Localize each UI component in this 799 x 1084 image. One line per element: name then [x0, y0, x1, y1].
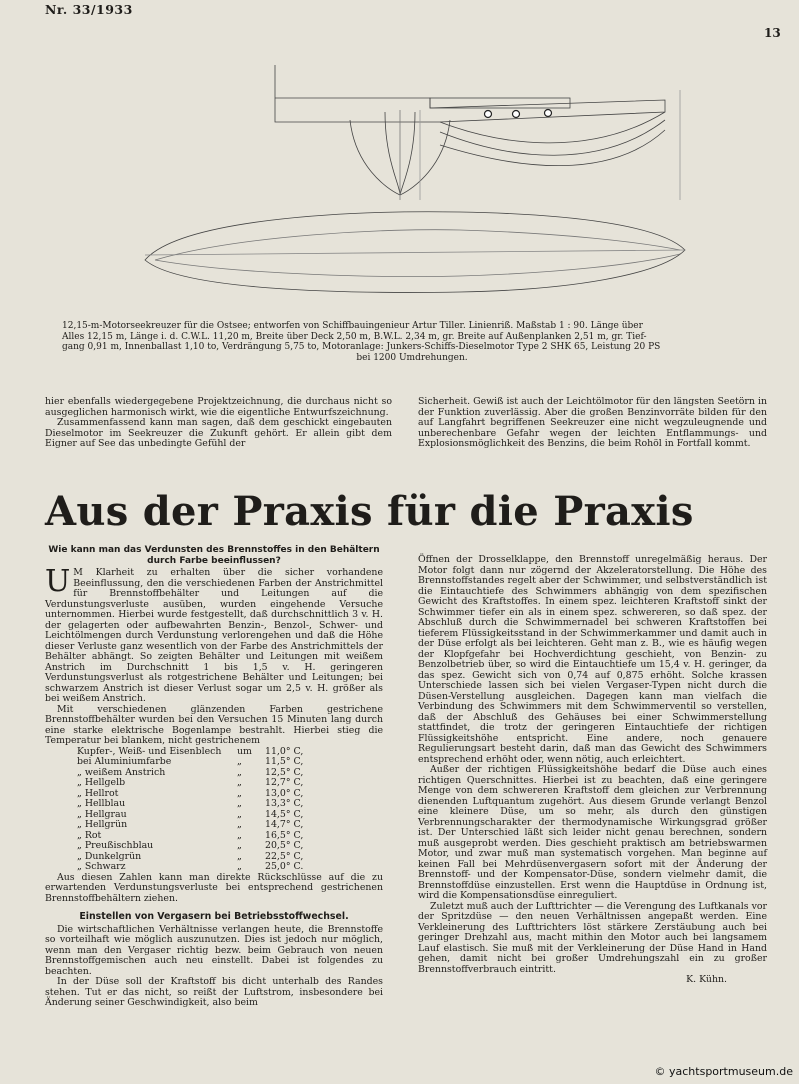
deckhouse-profile [275, 65, 665, 122]
figure-caption [62, 321, 762, 363]
temp-quote: „ [237, 766, 242, 778]
watermark: © yachtsportmuseum.de [654, 1065, 793, 1078]
temperature-table [77, 747, 303, 873]
paragraph: hier ebenfalls wiedergegebene Projektzeichnung, die durchaus nicht so ausgeglichen harmonisch wirkt, wie die eigentliche Entwurfszeichnung. [45, 396, 392, 418]
body-plan-left [350, 120, 400, 195]
temp-quote: „ [237, 798, 242, 809]
temp-value: 16,5° C, [265, 829, 304, 841]
previous-article-right-column [418, 397, 767, 450]
porthole-3 [545, 110, 552, 117]
temp-value: 22,5° C, [265, 850, 304, 862]
temp-value: 13,3° C, [265, 798, 304, 809]
temp-quote: „ [237, 840, 242, 851]
temp-quote: „ [237, 808, 242, 820]
temp-value: 11,0° C, [265, 745, 304, 757]
temp-value: 11,5° C, [265, 756, 304, 767]
temp-material: „ Rot [77, 829, 102, 841]
cabin-top [430, 98, 570, 108]
paragraph: Die wirtschaftlichen Verhältnisse verlangen heute, die Brennstoffe so vorteilhaft wie möglich auszunutzen. Dies ist jedoch nur möglich, wenn man den Vergaser richtig bezw. beim Gebrauch von neuen Brennstoffgemischen auch neu einstellt. Dabei ist folgendes zu beachten. [45, 923, 383, 977]
article-title: Aus der Praxis für die Praxis [45, 488, 694, 535]
paragraph: U M Klarheit zu erhalten über die sicher vorhandene Beeinflussung, den die verschiedenen Farben der Anstrichmittel für Brennstoffbehälter und Leitungen auf die Verdunstungsverluste ausüben, wurden eingehende Versuche unternommen. Hierbei wurde festgestellt, daß durchschnittlich 3 v. H. der gelagerten oder aufbewahrten Benzin-, Benzol-, Schwer- und Leichtölmengen durch Verdunstung verlorengehen und daß die Höhe dieser Verluste ganz wesentlich von der Farbe des Anstrichmittels der Behälter abhängt. So zeigten Behälter und Leitungen mit weißem Anstrich im Durchschnitt 1 bis 1,5 v. H. geringeren Verdunstungsverlust als rotgestrichene Behälter und Leitungen; bei schwarzem Anstrich ist dieser Verlust sogar um 2,5 v. H. größer als bei weißem Anstrich. [45, 564, 383, 704]
temp-quote: „ [237, 819, 242, 830]
paragraph: Öffnen der Drosselklappe, den Brennstoff unregelmäßig heraus. Der Motor folgt dann nur zögernd der Akzeleratorstellung. Die Höhe des Brennstoffstandes regelt aber der Schwimmer, und selbstverständlich ist die Eintauchtiefe des Schwimmers abhängig von dem spezifischen Gewicht des Kraftstoffes. In einem spez. leichteren Kraftstoff sinkt der Schwimmer tiefer ein als in einem spez. schwereren, so daß spez. der Abschluß durch die Schwimmernadel bei schweren Kraftstoffen bei tieferem Flüssigkeitsstand in der Schwimmerkammer und damit auch in der Düse erfolgt als bei leichteren. Geht man z. B., wie es häufig wegen der Klopfgefahr bei Hochverdichtung geschieht, von Benzin- zu Benzolbetrieb über, so wird die Eintauchtiefe um 15,4 v. H. geringer, da das spez. Gewicht sich von 0,74 auf 0,875 erhöht. Solche krassen Unterschiede lassen sich bei vielen Vergaser-Typen nicht durch die Düsen-Verstellung ausgleichen. Dagegen kann man vielfach die Verbindung des Schwimmers mit dem Schwimmerventil so verstellen, daß der Abschluß des Gehäuses bei einer Schwimmerstellung stattfindet, die trotz der geringeren Eintauchtiefe der richtigen Flüssigkeitshöhe entspricht. Eine andere, noch genauere Regulierungsart besteht darin, daß man das Gewicht des Schwimmers entsprechend erhöht oder, wenn nötig, auch erleichtert. [418, 554, 767, 765]
caption-line: gang 0,91 m, Innenballast 1,10 to, Verdrängung 5,75 to, Motoranlage: Junkers-Schiffs-Dieselmotor Type 2 SHK 65, Leistung 20 PS [62, 342, 661, 352]
temp-material: „ Hellblau [77, 798, 126, 809]
temp-quote: „ [237, 861, 242, 872]
caption-line: 12,15-m-Motorseekreuzer für die Ostsee; entworfen von Schiffbauingenieur Artur Tiller. Linienriß. Maßstab 1 : 90. Länge über [62, 321, 643, 331]
paragraph: Aus diesen Zahlen kann man direkte Rückschlüsse auf die zu erwartenden Verdunstungsverluste bei entsprechend gestrichenen Brennstoffbehältern ziehen. [45, 871, 383, 904]
table-row [77, 862, 303, 873]
profile-line-2 [440, 120, 665, 155]
table-row [77, 778, 303, 789]
previous-article-left-column [45, 397, 392, 450]
article-left-column [45, 545, 383, 1009]
author-signature: K. Kühn. [686, 974, 727, 985]
paragraph: Sicherheit. Gewiß ist auch der Leichtölmotor für den längsten Seetörn in der Funktion zuverlässig. Aber die großen Benzinvorräte bilden für den auf Langfahrt begriffenen Seekreuzer eine nicht wegzuleugnende und unberechenbare Gefahr wegen der leichten Entflammungs- und Explosionsmöglichkeit des Benzins, die beim Rohöl in Fortfall kommt. [418, 396, 767, 449]
caption-line: Alles 12,15 m, Länge i. d. C.W.L. 11,20 m, Breite über Deck 2,50 m, B.W.L. 2,34 m, gr. Breite auf Außenplanken 2,51 m, gr. Tief- [62, 331, 647, 342]
table-row [77, 757, 303, 768]
page-number: 13 [764, 26, 781, 40]
paragraph: Zuletzt muß auch der Lufttrichter — die Verengung des Luftkanals vor der Spritzdüse — den neuen Verhältnissen angepaßt werden. Eine Verkleinerung des Lufttrichters löst stärkere Zerstäubung auch bei geringer Drehzahl aus, macht mithin den Motor auch bei langsamem Lauf elastisch. Sie muß mit der Verkleinerung der Düse Hand in Hand gehen, damit nicht bei großer Umdrehungszahl ein zu großer Brennstoffverbrauch eintritt. [418, 900, 767, 975]
paragraph: In der Düse soll der Kraftstoff bis dicht unterhalb des Randes stehen. Tut er das nicht, so reißt der Luftstrom, insbesondere bei Änderung seiner Geschwindigkeit, also beim [45, 976, 383, 1008]
section-heading: Einstellen von Vergasern bei Betriebsstoffwechsel. [79, 911, 349, 922]
temp-material: Kupfer-, Weiß- und Eisenblech [77, 745, 222, 757]
temp-quote: „ [237, 829, 242, 841]
temp-value: 25,0° C. [265, 861, 304, 872]
porthole-1 [485, 111, 492, 118]
temp-quote: „ [237, 777, 242, 788]
temp-value: 14,5° C, [265, 808, 304, 820]
temp-material: „ Preußischblau [77, 840, 154, 851]
profile-line-3 [440, 130, 665, 166]
temp-material: „ weißem Anstrich [77, 766, 166, 778]
table-row [77, 799, 303, 810]
temp-value: 12,5° C, [265, 766, 304, 778]
temp-material: bei Aluminiumfarbe [77, 756, 172, 767]
temp-quote: „ [237, 756, 242, 767]
hull-lines-drawing [140, 50, 700, 320]
article-right-column [418, 555, 767, 986]
temp-value: 12,7° C, [265, 777, 304, 788]
porthole-2 [513, 111, 520, 118]
table-row [77, 820, 303, 831]
temp-material: „ Dunkelgrün [77, 850, 142, 862]
section-heading: Wie kann man das Verdunsten des Brennstoffes in den Behältern durch Farbe beeinflussen? [48, 545, 380, 566]
drop-cap: U [45, 564, 71, 599]
temp-material: „ Hellgrau [77, 808, 127, 820]
temp-value: 13,0° C, [265, 787, 304, 799]
temp-value: 20,5° C, [265, 840, 304, 851]
temp-value: 14,7° C, [265, 819, 304, 830]
paragraph: Zusammenfassend kann man sagen, daß dem geschickt eingebauten Dieselmotor im Seekreuzer die Zukunft gehört. Er allein gibt dem Eigner auf See das unbedingte Gefühl der [45, 417, 392, 449]
temp-quote: „ [237, 850, 242, 862]
paragraph: Außer der richtigen Flüssigkeitshöhe bedarf die Düse auch eines richtigen Querschnittes. Hierbei ist zu beachten, daß eine geringere Menge von dem schwereren Kraftstoff dem gleichen zur Verbrennung dienenden Luftquantum zugehört. Aus diesem Grunde verlangt Benzol eine kleinere Düse, um so mehr, als durch den günstigen Verbrennungscharakter der thermodynamische Wirkungsgrad größer ist. Der Unterschied läßt sich leider nicht genau berechnen, sondern muß ausgeprobt werden. Dies geschieht praktisch am betriebswarmen Motor, und zwar muß man systematisch vorgehen. Man beginne auf keinen Fall bei Mehrdüsenvergasern sofort mit der Änderung der Brennstoff- und der Kompensator-Düse, sondern vielmehr damit, die Brennstoffdüse einzustellen. Erst wenn die Hauptdüse in Ordnung ist, wird die Kompensationsdüse einreguliert. [418, 764, 767, 901]
body-plan-right [400, 120, 450, 195]
temp-material: „ Schwarz [77, 861, 126, 872]
temp-quote: „ [237, 787, 242, 799]
table-row [77, 841, 303, 852]
caption-line: bei 1200 Umdrehungen. [356, 352, 468, 363]
issue-number: Nr. 33/1933 [45, 2, 133, 17]
plan-view-outline [145, 212, 685, 293]
temp-material: „ Hellgelb [77, 777, 126, 788]
temp-material: „ Hellgrün [77, 819, 128, 830]
temp-quote: um [237, 745, 252, 757]
temp-material: „ Hellrot [77, 787, 119, 799]
paragraph: Mit verschiedenen glänzenden Farben gestrichene Brennstoffbehälter wurden bei den Versuchen 15 Minuten lang durch eine starke elektrische Bogenlampe bestrahlt. Hierbei stieg die Temperatur bei blankem, nicht gestrichenem [45, 703, 383, 746]
